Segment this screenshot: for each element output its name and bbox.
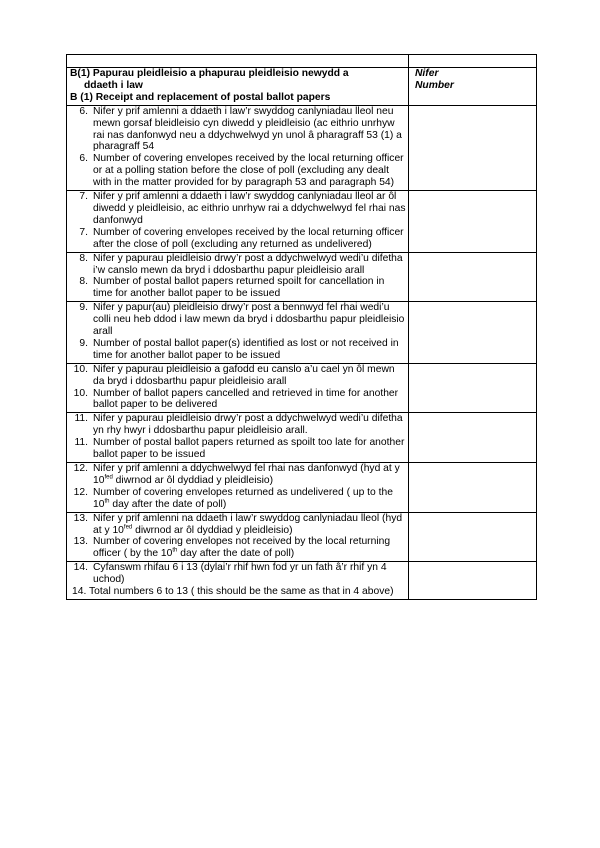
item-description-cell — [67, 463, 409, 513]
item-welsh: 8. Nifer y papurau pleidleisio drwy’r post a ddychwelwyd wedi’u difetha i’w canslo mewn da bryd i ddosbarthu papur pleidleisio arall — [79, 252, 403, 276]
postal-ballot-table — [66, 54, 537, 600]
number-entry-cell[interactable] — [409, 252, 537, 302]
section-header-cell — [67, 68, 409, 106]
item-english: 11. Number of postal ballot papers returned as spoilt too late for another ballot paper to be issued — [74, 437, 405, 461]
item-description-cell — [67, 105, 409, 190]
item-english: 10. Number of ballot papers cancelled and retrieved in time for another ballot paper to be delivered — [73, 387, 399, 411]
item-welsh: 9. Nifer y papur(au) pleidleisio drwy’r post a bennwyd fel rhai wedi’u colli neu heb ddod i law mewn da bryd i ddosbarthu papur pleidleisio arall — [79, 302, 405, 338]
item-english: 13. Number of covering envelopes not received by the local returning officer ( by the 10th day after the date of poll) — [73, 536, 391, 560]
number-entry-cell[interactable] — [409, 413, 537, 463]
table-row — [67, 463, 537, 513]
number-header-welsh: Nifer — [415, 68, 439, 79]
number-entry-cell[interactable] — [409, 191, 537, 253]
item-welsh: 14. Cyfanswm rhifau 6 i 13 (dylai’r rhif hwn fod yr un fath â’r rhif yn 4 uchod) — [73, 562, 387, 586]
section-title-welsh: B(1) Papurau pleidleisio a phapurau pleidleisio newydd a ddaeth i law — [70, 68, 349, 91]
table-row — [67, 252, 537, 302]
item-english: 6. Number of covering envelopes received by the local returning officer or at a polling station before the close of poll (excluding any dealt with in the matter provided for by paragraph 53 and paragraph 54) — [79, 153, 404, 189]
number-entry-cell[interactable] — [409, 363, 537, 413]
item-welsh: 13. Nifer y prif amlenni na ddaeth i law’r swyddog canlyniadau lleol (hyd at y $10^{fed}$ diwrnod ar ôl dyddiad y pleidleisio) — [73, 512, 403, 536]
section-header-row — [67, 68, 537, 106]
item-description-cell — [67, 252, 409, 302]
item-welsh: 7. Nifer y prif amlenni a ddaeth i law’r swyddog canlyniadau lleol ar ôl diwedd y pleidleisio, ac eithrio unrhyw rai a ddychwelwyd fel rhai nas danfonwyd — [79, 191, 406, 226]
table-row — [67, 191, 537, 253]
item-english: 9. Number of postal ballot paper(s) identified as lost or not received in time for another ballot paper to be issued — [79, 337, 399, 361]
item-welsh: 11. Nifer y papurau pleidleisio drwy’r post a ddychwelwyd wedi’u difetha yn rhy hwyr i ddosbarthu papur pleidleisio arall. — [74, 413, 403, 437]
item-welsh: 12. Nifer y prif amlenni a ddychwelwyd fel rhai nas danfonwyd (hyd at y $10^{fed}$ diwrnod ar ôl dyddiad y pleidleisio) — [73, 463, 400, 486]
item-welsh: 6. Nifer y prif amlenni a ddaeth i law’r swyddog canlyniadau lleol neu mewn gorsaf bleidleisio cyn diwedd y pleidleisio (ac eithrio unrhyw rai nas danfonwyd neu a ddychwelwyd yn unol â pharagraff 53 (1) a pharagraff 54 — [79, 105, 402, 153]
item-description-cell — [67, 302, 409, 364]
table-row — [67, 302, 537, 364]
item-description-cell — [67, 363, 409, 413]
item-description-cell — [67, 191, 409, 253]
number-header-english: Number — [415, 79, 454, 91]
number-column-header — [409, 68, 537, 106]
table-row — [67, 105, 537, 190]
item-welsh: 10. Nifer y papurau pleidleisio a gafodd eu canslo a’u cael yn ôl mewn da bryd i ddosbarthu papur pleidleisio arall — [73, 363, 395, 387]
number-entry-cell[interactable] — [409, 562, 537, 600]
number-entry-cell[interactable] — [409, 463, 537, 513]
table-row — [67, 413, 537, 463]
document-page — [66, 54, 536, 600]
item-english: 14. Total numbers 6 to 13 ( this should be the same as that in 4 above) — [72, 586, 394, 598]
number-entry-cell[interactable] — [409, 302, 537, 364]
item-description-cell — [67, 562, 409, 600]
section-title-english: B (1) Receipt and replacement of postal ballot papers — [70, 91, 331, 103]
item-description-cell — [67, 413, 409, 463]
table-row — [67, 562, 537, 600]
table-top-spacer-row — [67, 55, 537, 68]
item-description-cell — [67, 512, 409, 562]
number-entry-cell[interactable] — [409, 512, 537, 562]
item-english: 8. Number of postal ballot papers returned spoilt for cancellation in time for another ballot paper to be issued — [79, 276, 385, 300]
number-entry-cell[interactable] — [409, 105, 537, 190]
table-row — [67, 363, 537, 413]
table-row — [67, 512, 537, 562]
item-english: 12. Number of covering envelopes returned as undelivered ( up to the 10th day after the date of poll) — [73, 486, 393, 510]
item-english: 7. Number of covering envelopes received by the local returning officer after the close of poll (excluding any returned as undelivered) — [79, 226, 404, 250]
